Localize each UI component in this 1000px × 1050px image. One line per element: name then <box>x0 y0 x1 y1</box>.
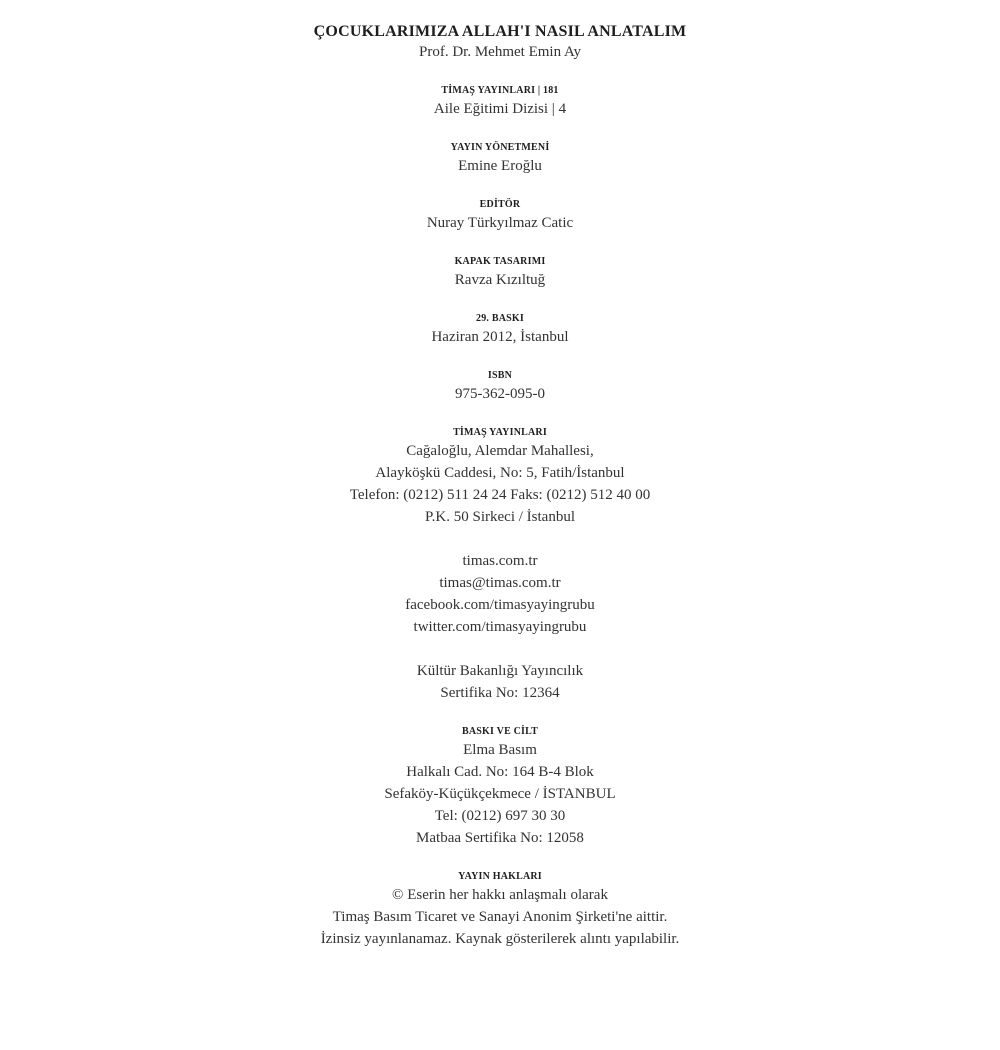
edition-label: 29. BASKI <box>476 313 524 324</box>
copyright-line: Timaş Basım Ticaret ve Sanayi Anonim Şirketi'ne aittir. <box>332 909 668 925</box>
publisher-email: timas@timas.com.tr <box>439 575 561 591</box>
spacer <box>0 638 1000 660</box>
editor-value: Nuray Türkyılmaz Catic <box>426 215 574 231</box>
printing-line: Elma Basım <box>463 742 537 758</box>
publishing-director-section <box>0 141 1000 177</box>
cover-design-label: KAPAK TASARIMI <box>454 256 546 267</box>
isbn-value: 975-362-095-0 <box>455 386 545 402</box>
book-author: Prof. Dr. Mehmet Emin Ay <box>419 44 581 60</box>
spacer <box>0 528 1000 550</box>
edition-value: Haziran 2012, İstanbul <box>431 329 569 345</box>
printing-line: Matbaa Sertifika No: 12058 <box>416 830 584 846</box>
publisher-certificate-line: Kültür Bakanlığı Yayıncılık <box>416 663 584 679</box>
isbn-label: ISBN <box>487 370 513 381</box>
book-title: ÇOCUKLARIMIZA ALLAH'I NASIL ANLATALIM <box>313 23 687 40</box>
edition-section <box>0 312 1000 348</box>
publishing-director-label: YAYIN YÖNETMENİ <box>450 142 550 153</box>
publisher-certificate-number: Sertifika No: 12364 <box>440 685 560 701</box>
series-value: Aile Eğitimi Dizisi | 4 <box>433 101 567 117</box>
publisher-address-line: Alayköşkü Caddesi, No: 5, Fatih/İstanbul <box>375 465 625 481</box>
copyright-line: İzinsiz yayınlanamaz. Kaynak gösterilerek alıntı yapılabilir. <box>320 931 680 947</box>
series-label: TİMAŞ YAYINLARI | 181 <box>441 85 559 96</box>
cover-design-section <box>0 255 1000 291</box>
editor-label: EDİTÖR <box>479 199 521 210</box>
publisher-facebook: facebook.com/timasyayingrubu <box>405 597 595 613</box>
publisher-pobox-line: P.K. 50 Sirkeci / İstanbul <box>425 509 575 525</box>
editor-section <box>0 198 1000 234</box>
printing-line: Tel: (0212) 697 30 30 <box>434 808 566 824</box>
publisher-phone-line: Telefon: (0212) 511 24 24 Faks: (0212) 512 40 00 <box>349 487 651 503</box>
publisher-section <box>0 426 1000 704</box>
cover-design-value: Ravza Kızıltuğ <box>454 272 546 288</box>
printing-line: Sefaköy-Küçükçekmece / İSTANBUL <box>384 786 616 802</box>
publisher-website: timas.com.tr <box>462 553 538 569</box>
copyright-label: YAYIN HAKLARI <box>458 871 542 882</box>
printing-section <box>0 725 1000 849</box>
printing-label: BASKI VE CİLT <box>462 726 538 737</box>
series-section <box>0 84 1000 120</box>
printing-line: Halkalı Cad. No: 164 B-4 Blok <box>406 764 594 780</box>
publishing-director-value: Emine Eroğlu <box>458 158 542 174</box>
publisher-label: TİMAŞ YAYINLARI <box>453 427 547 438</box>
copyright-line: © Eserin her hakkı anlaşmalı olarak <box>392 887 608 903</box>
title-block <box>0 0 1000 63</box>
publisher-address-line: Cağaloğlu, Alemdar Mahallesi, <box>406 443 594 459</box>
isbn-section <box>0 369 1000 405</box>
publisher-twitter: twitter.com/timasyayingrubu <box>413 619 587 635</box>
copyright-section <box>0 870 1000 950</box>
